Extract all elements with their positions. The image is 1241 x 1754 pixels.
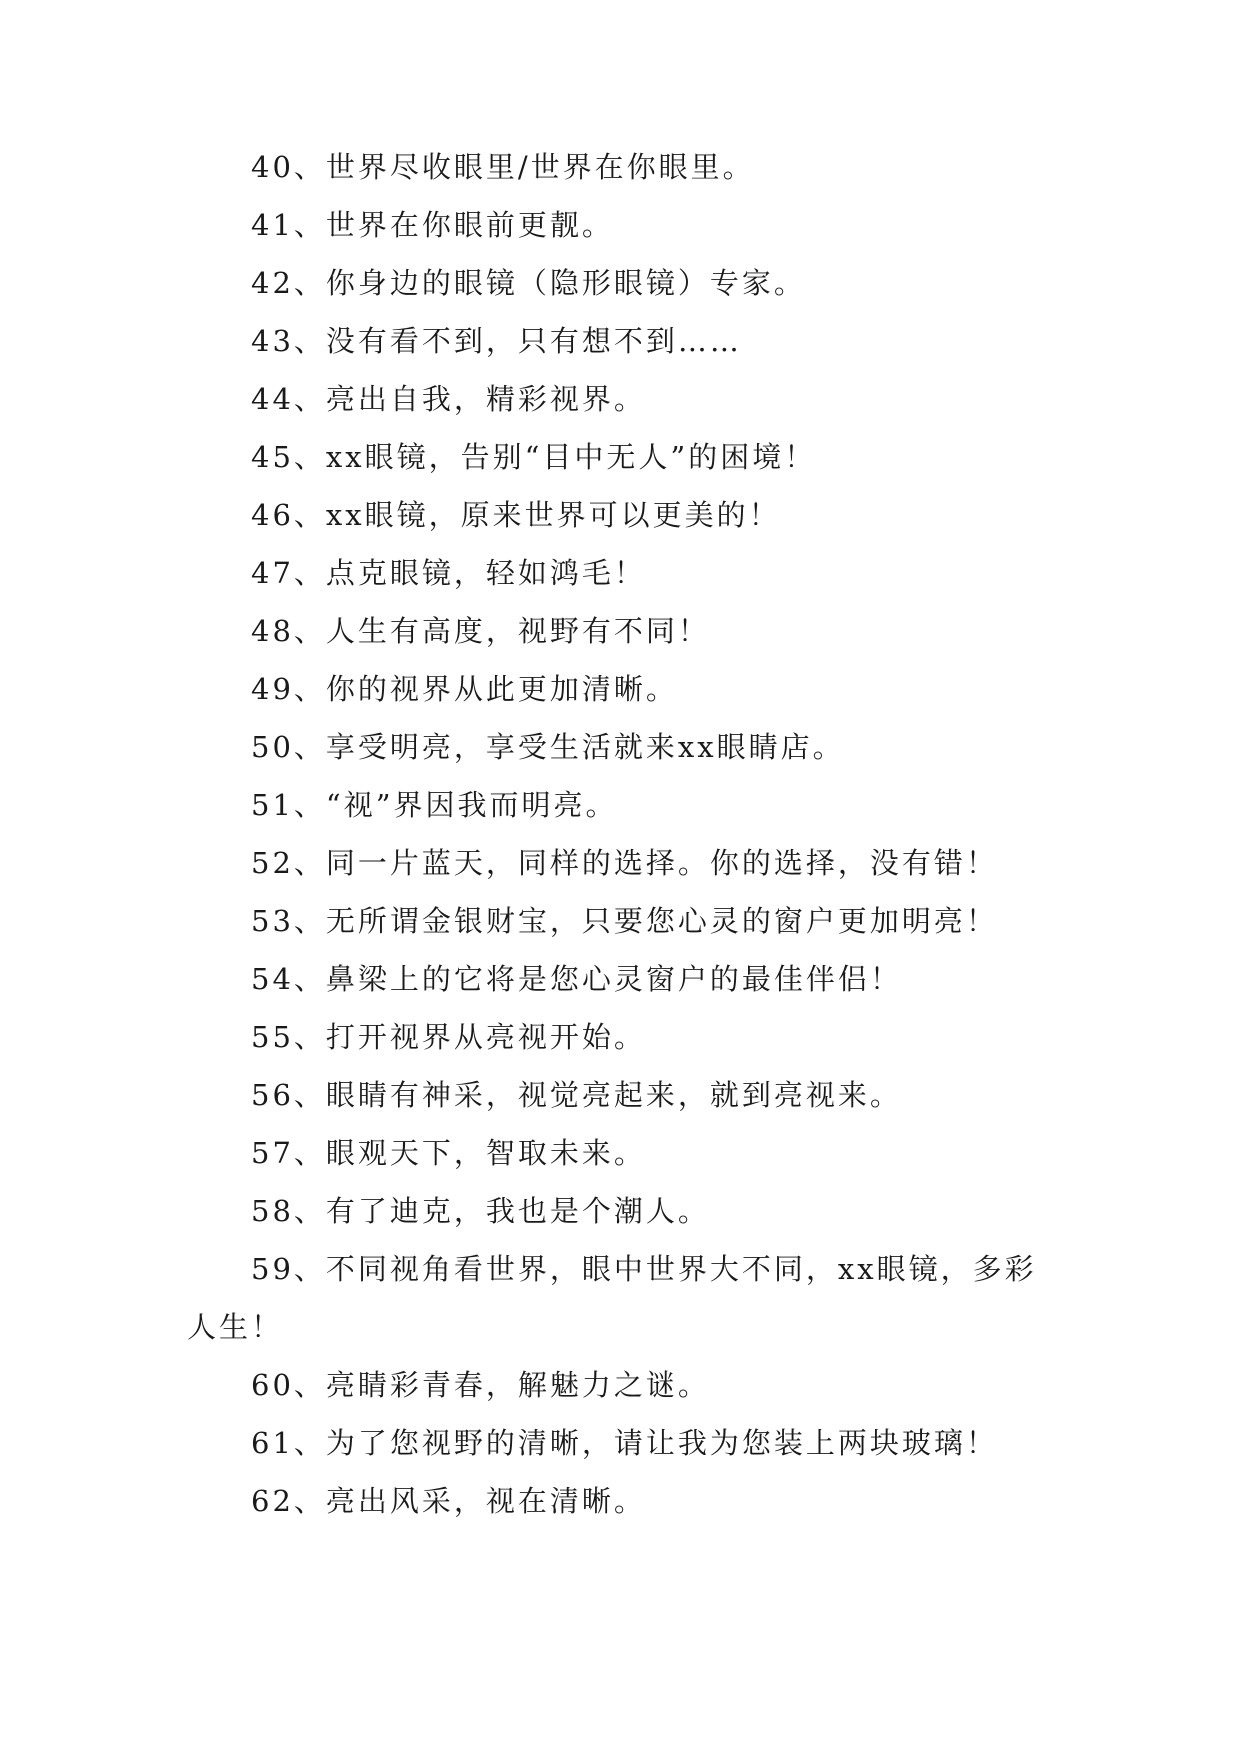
list-item: 49、你的视界从此更加清晰。 [251,672,678,706]
list-item: 40、世界尽收眼里/世界在你眼里。 [251,150,755,184]
list-item: 54、鼻梁上的它将是您心灵窗户的最佳伴侣！ [251,962,902,996]
list-item: 50、享受明亮，享受生活就来xx眼睛店。 [251,730,845,764]
list-item: 41、世界在你眼前更靓。 [251,208,614,242]
list-item: 58、有了迪克，我也是个潮人。 [251,1194,710,1228]
list-item: 62、亮出风采，视在清晰。 [251,1484,646,1518]
slogan-list [187,150,1047,1548]
list-item: 48、人生有高度，视野有不同！ [251,614,710,648]
list-item: 45、xx眼镜，告别“目中无人”的困境！ [251,440,817,474]
list-item: 55、打开视界从亮视开始。 [251,1020,646,1054]
list-item: 59、不同视角看世界，眼中世界大不同，xx眼镜，多彩人生！ [187,1252,1037,1344]
list-item: 42、你身边的眼镜（隐形眼镜）专家。 [251,266,806,300]
list-item: 60、亮睛彩青春，解魅力之谜。 [251,1368,710,1402]
list-item: 44、亮出自我，精彩视界。 [251,382,646,416]
list-item: 53、无所谓金银财宝，只要您心灵的窗户更加明亮！ [251,904,998,938]
list-item: 46、xx眼镜，原来世界可以更美的！ [251,498,781,532]
list-item: 43、没有看不到，只有想不到…… [251,324,742,358]
list-item: 56、眼睛有神采，视觉亮起来，就到亮视来。 [251,1078,902,1112]
list-item: 52、同一片蓝天，同样的选择。你的选择，没有错！ [251,846,998,880]
list-item: 57、眼观天下，智取未来。 [251,1136,646,1170]
list-item: 61、为了您视野的清晰，请让我为您装上两块玻璃！ [251,1426,998,1460]
list-item: 51、“视”界因我而明亮。 [251,788,618,822]
list-item: 47、点克眼镜，轻如鸿毛！ [251,556,646,590]
